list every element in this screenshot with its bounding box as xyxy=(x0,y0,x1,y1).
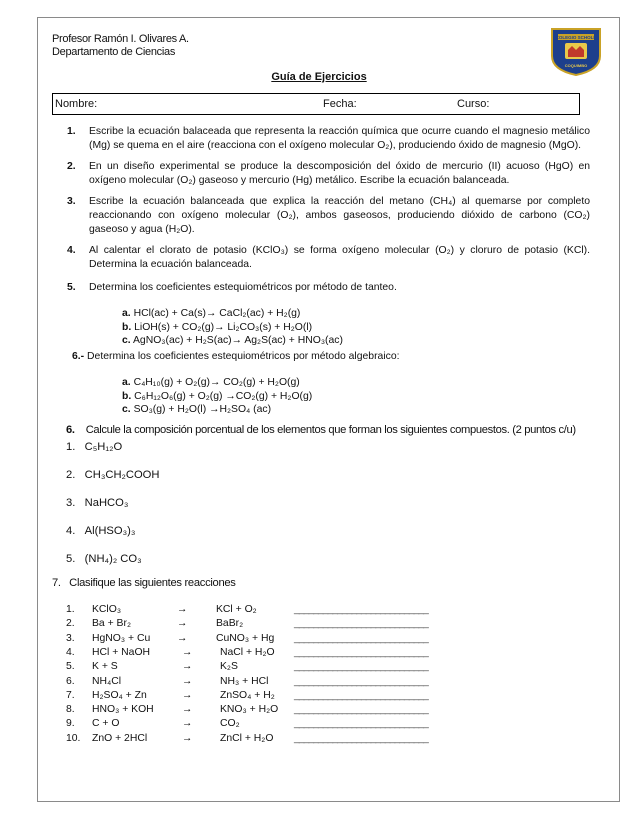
reaction-products: CuNO₃ + Hg xyxy=(216,632,275,644)
reaction-reactants: Ba + Br₂ xyxy=(92,618,131,630)
question-number: 6.- xyxy=(72,351,85,362)
question-1 xyxy=(67,125,590,153)
reaction-row xyxy=(0,604,638,618)
student-info-box xyxy=(52,93,580,115)
answer-blank[interactable]: ____________________________ xyxy=(294,661,428,673)
answer-blank[interactable]: ____________________________ xyxy=(294,646,428,658)
reaction-reactants: NH₄Cl xyxy=(92,675,122,687)
reaction-reactants: H₂SO₄ + Zn xyxy=(92,689,147,701)
reaction-arrow: → xyxy=(182,732,193,744)
compound-item: 2. CH₃CH₂COOH xyxy=(66,469,160,481)
crest-bottom-text: COQUIMBO xyxy=(564,63,588,68)
reaction-number: 1. xyxy=(66,604,75,615)
reaction-row xyxy=(0,618,638,632)
reaction-products: CO₂ xyxy=(220,718,240,730)
reaction-row xyxy=(0,661,638,675)
reaction-number: 4. xyxy=(66,646,75,658)
reaction-arrow: → xyxy=(177,632,188,644)
question-text: Determina los coeficientes estequiométricos por método algebraico: xyxy=(87,351,400,362)
reaction-arrow: → xyxy=(182,661,193,673)
reaction-products: NaCl + H₂O xyxy=(220,646,275,658)
date-label: Fecha: xyxy=(323,98,357,110)
question-number: 3. xyxy=(67,196,76,207)
answer-blank[interactable]: ____________________________ xyxy=(294,689,428,701)
reaction-number: 6. xyxy=(66,675,75,687)
reaction-reactants: HgNO₃ + Cu xyxy=(92,632,151,644)
reaction-products: NH₃ + HCl xyxy=(220,675,269,687)
reaction-arrow: → xyxy=(182,689,193,701)
answer-blank[interactable]: ____________________________ xyxy=(294,675,428,687)
reaction-arrow: → xyxy=(182,718,193,730)
question-number: 5. xyxy=(67,282,76,293)
reaction-products: BaBr₂ xyxy=(216,618,244,630)
compound-item: 4. Al(HSO₃)₃ xyxy=(66,525,136,537)
question-5 xyxy=(67,281,590,295)
compound-item: 5. (NH₄)₂ CO₃ xyxy=(66,553,142,565)
reaction-row xyxy=(0,718,638,732)
reaction-products: ZnSO₄ + H₂ xyxy=(220,689,275,701)
reaction-number: 7. xyxy=(66,689,75,701)
question-3 xyxy=(67,195,590,238)
question-6-composicion xyxy=(66,424,576,436)
name-label: Nombre: xyxy=(55,98,98,110)
school-crest-logo xyxy=(548,26,604,76)
reaction-products: KCl + O₂ xyxy=(216,604,257,615)
question-number: 1. xyxy=(67,126,76,137)
reaction-number: 2. xyxy=(66,618,75,630)
question-number: 4. xyxy=(67,245,76,256)
reaction-row xyxy=(0,704,638,718)
question-number: 7. xyxy=(52,577,61,589)
course-label: Curso: xyxy=(457,98,490,110)
reaction-row xyxy=(0,676,638,690)
reaction-arrow: → xyxy=(182,646,193,658)
tanteo-list xyxy=(122,307,343,348)
answer-blank[interactable]: ____________________________ xyxy=(294,732,428,744)
reaction-number: 3. xyxy=(66,632,75,644)
department-name: Departamento de Ciencias xyxy=(52,46,176,58)
reaction-reactants: ZnO + 2HCl xyxy=(92,732,148,744)
reaction-number: 8. xyxy=(66,704,75,716)
question-4 xyxy=(67,244,590,272)
reaction-reactants: K + S xyxy=(92,661,118,673)
answer-blank[interactable]: ____________________________ xyxy=(294,704,428,716)
equation-item: b. LiOH(s) + CO₂(g)→ Li₂CO₃(s) + H₂O(l) xyxy=(122,321,313,333)
equation-item: a. HCl(ac) + Ca(s)→ CaCl₂(ac) + H₂(g) xyxy=(122,308,301,319)
reaction-reactants: C + O xyxy=(92,718,120,730)
reaction-number: 5. xyxy=(66,661,75,673)
question-6-algebraico xyxy=(72,350,595,364)
reaction-row xyxy=(0,690,638,704)
teacher-name: Profesor Ramón I. Olivares A. xyxy=(52,33,189,45)
question-text: Calcule la composición porcentual de los elementos que forman los siguientes compuestos. (2 puntos c/u) xyxy=(85,424,576,436)
reaction-arrow: → xyxy=(182,704,193,716)
answer-blank[interactable]: ____________________________ xyxy=(294,604,428,615)
question-text: Escribe la ecuación balanceada que explica la reacción del metano (CH₄) al quemarse por completo reaccionando con oxígeno molecular (O₂), ambos gaseosos, produciendo dióxido de carbono (CO₂) gaseoso y agua (H₂O). xyxy=(89,196,590,236)
reaction-products: K₂S xyxy=(220,661,238,673)
reaction-number: 9. xyxy=(66,718,75,730)
reaction-row xyxy=(0,633,638,647)
question-text: Clasifique las siguientes reacciones xyxy=(69,577,236,589)
page-title: Guía de Ejercicios xyxy=(271,71,367,83)
crest-top-text: COLEGIO SCHOLE xyxy=(555,35,597,40)
reaction-row xyxy=(0,733,638,747)
question-text: Al calentar el clorato de potasio (KClO₃) se forma oxígeno molecular (O₂) y cloruro de potasio (KCl). Determina la ecuación balanceada. xyxy=(89,245,590,271)
answer-blank[interactable]: ____________________________ xyxy=(294,718,428,730)
question-number: 2. xyxy=(67,161,76,172)
question-text: Escribe la ecuación balaceada que representa la reacción química que ocurre cuando el magnesio metálico (Mg) se quema en el aire (reacciona con el oxígeno molecular O₂), produciendo óxido de magnesio (MgO). xyxy=(89,126,590,152)
algebraico-list xyxy=(122,376,312,417)
reaction-row xyxy=(0,647,638,661)
equation-item: c. SO₃(g) + H₂O(l) →H₂SO₄ (ac) xyxy=(122,404,272,416)
reaction-number: 10. xyxy=(66,732,81,744)
answer-blank[interactable]: ____________________________ xyxy=(294,618,428,630)
reaction-arrow: → xyxy=(177,618,188,630)
reaction-products: KNO₃ + H₂O xyxy=(220,704,279,716)
compound-item: 3. NaHCO₃ xyxy=(66,497,129,509)
reaction-products: ZnCl + H₂O xyxy=(220,732,274,744)
question-text: Determina los coeficientes estequiométricos por método de tanteo. xyxy=(89,282,397,293)
reaction-reactants: KClO₃ xyxy=(92,604,122,615)
equation-item: a. C₄H₁₀(g) + O₂(g)→ CO₂(g) + H₂O(g) xyxy=(122,377,300,388)
reaction-reactants: HNO₃ + KOH xyxy=(92,704,154,716)
question-number: 6. xyxy=(66,424,75,436)
reaction-reactants: HCl + NaOH xyxy=(92,646,151,658)
equation-item: c. AgNO₃(ac) + H₂S(ac)→ Ag₂S(ac) + HNO₃(ac) xyxy=(122,335,343,347)
compound-item: 1. C₅H₁₂O xyxy=(66,441,123,453)
question-text: En un diseño experimental se produce la descomposición del óxido de mercurio (II) acuoso (HgO) en oxígeno molecular (O₂) gaseoso y mercurio (Hg) metálico. Escribe la ecuación balanceada. xyxy=(89,161,590,187)
question-7 xyxy=(52,577,236,589)
reaction-arrow: → xyxy=(177,604,188,615)
reaction-arrow: → xyxy=(182,675,193,687)
question-2 xyxy=(67,160,590,188)
equation-item: b. C₆H₁₂O₆(g) + O₂(g) →CO₂(g) + H₂O(g) xyxy=(122,390,313,402)
answer-blank[interactable]: ____________________________ xyxy=(294,632,428,644)
